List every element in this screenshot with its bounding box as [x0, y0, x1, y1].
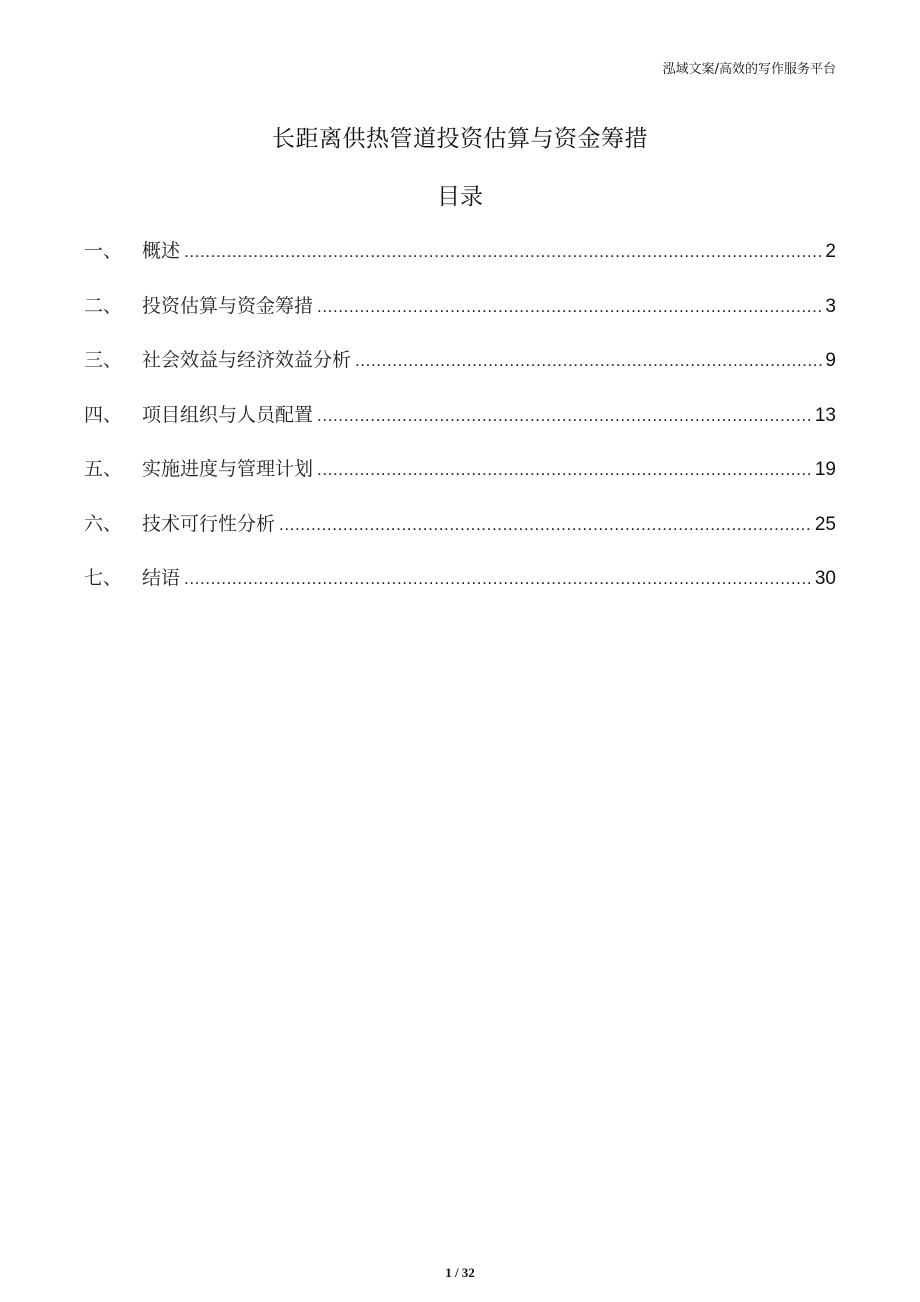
toc-entry-label: 社会效益与经济效益分析 [142, 349, 352, 371]
toc-dot-leader [317, 297, 823, 317]
toc-entry-label: 结语 [142, 567, 181, 589]
toc-entry-number: 四、 [84, 403, 123, 426]
toc-entry-label: 项目组织与人员配置 [142, 403, 314, 426]
toc-entry-number: 七、 [84, 567, 123, 589]
toc-entry[interactable] [84, 454, 836, 509]
toc-dot-leader [279, 515, 813, 535]
toc-dot-leader [184, 569, 813, 589]
toc-entry[interactable] [84, 400, 836, 455]
header-note: 泓域文案/高效的写作服务平台 [662, 62, 836, 77]
toc-entry-page: 9 [825, 350, 836, 371]
toc-entry-label: 概述 [142, 240, 181, 262]
toc-entry[interactable] [84, 236, 836, 291]
table-of-contents [84, 236, 836, 618]
toc-entry-label: 技术可行性分析 [142, 512, 276, 535]
toc-heading: 目录 [437, 184, 483, 210]
toc-entry[interactable] [84, 509, 836, 564]
toc-entry-page: 2 [825, 241, 836, 262]
toc-entry-number: 五、 [84, 458, 123, 480]
toc-dot-leader [184, 242, 823, 262]
toc-dot-leader [317, 406, 813, 426]
toc-entry-label: 投资估算与资金筹措 [142, 294, 314, 317]
document-title: 长距离供热管道投资估算与资金筹措 [272, 126, 648, 152]
toc-entry[interactable] [84, 345, 836, 400]
toc-entry-number: 一、 [84, 240, 123, 262]
toc-entry[interactable] [84, 291, 836, 346]
toc-entry-page: 19 [814, 459, 836, 480]
toc-entry-number: 二、 [84, 294, 123, 317]
page-indicator: 1 / 32 [445, 1265, 475, 1280]
toc-entry-page: 30 [814, 568, 836, 589]
toc-entry-number: 三、 [84, 349, 123, 371]
toc-entry-label: 实施进度与管理计划 [142, 458, 314, 480]
toc-entry-page: 25 [814, 513, 836, 535]
toc-entry-number: 六、 [84, 512, 123, 535]
toc-entry-page: 3 [825, 295, 836, 317]
toc-dot-leader [355, 351, 823, 371]
toc-entry[interactable] [84, 563, 836, 618]
toc-entry-page: 13 [814, 404, 836, 426]
toc-dot-leader [317, 460, 813, 480]
